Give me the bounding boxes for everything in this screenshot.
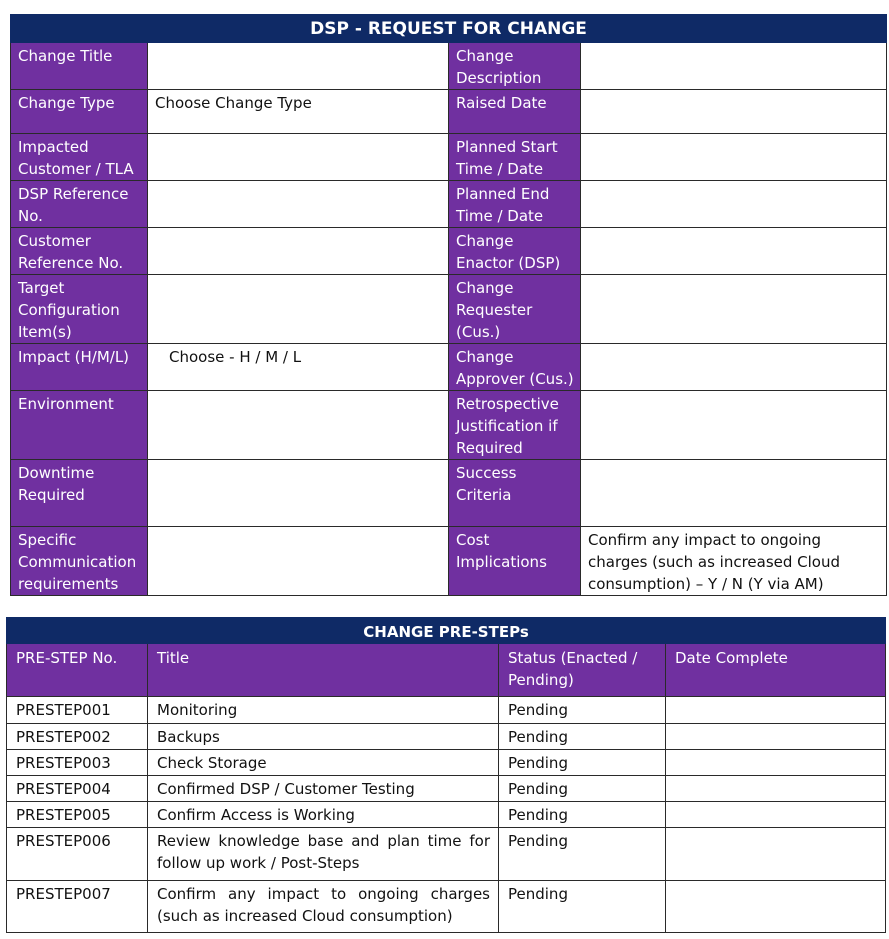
impact-field[interactable]: Choose - H / M / L: [148, 344, 449, 391]
prestep-number: PRESTEP007: [7, 881, 148, 933]
prestep-status[interactable]: Pending: [499, 697, 666, 724]
table-row: [7, 697, 886, 724]
raised-date-field[interactable]: [581, 90, 887, 134]
prestep-status[interactable]: Pending: [499, 724, 666, 750]
pre-steps-title: CHANGE PRE-STEPs: [7, 618, 886, 644]
prestep-date[interactable]: [666, 776, 886, 802]
prestep-date[interactable]: [666, 828, 886, 881]
prestep-date[interactable]: [666, 881, 886, 933]
prestep-status[interactable]: Pending: [499, 881, 666, 933]
prestep-status[interactable]: Pending: [499, 776, 666, 802]
change-title-field[interactable]: [148, 43, 449, 90]
prestep-title-header: Title: [148, 644, 499, 697]
change-requester-field[interactable]: [581, 275, 887, 344]
change-type-field[interactable]: Choose Change Type: [148, 90, 449, 134]
dsp-reference-label: DSP Reference No.: [11, 181, 148, 228]
change-type-label: Change Type: [11, 90, 148, 134]
success-criteria-label: Success Criteria: [449, 460, 581, 527]
change-description-field[interactable]: [581, 43, 887, 90]
change-title-label: Change Title: [11, 43, 148, 90]
table-row: [7, 828, 886, 881]
cost-implications-label: Cost Implications: [449, 527, 581, 596]
prestep-title[interactable]: Monitoring: [148, 697, 499, 724]
table-row: [7, 881, 886, 933]
communication-field[interactable]: [148, 527, 449, 596]
prestep-date[interactable]: [666, 802, 886, 828]
cost-implications-field[interactable]: Confirm any impact to ongoing charges (such as increased Cloud consumption) – Y / N (Y via AM): [581, 527, 887, 596]
prestep-title[interactable]: Review knowledge base and plan time for follow up work / Post-Steps: [148, 828, 499, 881]
retrospective-justification-field[interactable]: [581, 391, 887, 460]
prestep-title[interactable]: Backups: [148, 724, 499, 750]
environment-label: Environment: [11, 391, 148, 460]
prestep-title[interactable]: Confirm Access is Working: [148, 802, 499, 828]
prestep-status[interactable]: Pending: [499, 802, 666, 828]
prestep-date[interactable]: [666, 750, 886, 776]
raised-date-label: Raised Date: [449, 90, 581, 134]
planned-start-field[interactable]: [581, 134, 887, 181]
change-enactor-label: Change Enactor (DSP): [449, 228, 581, 275]
prestep-title[interactable]: Confirm any impact to ongoing charges (such as increased Cloud consumption): [148, 881, 499, 933]
change-requester-label: Change Requester (Cus.): [449, 275, 581, 344]
prestep-no-header: PRE-STEP No.: [7, 644, 148, 697]
customer-reference-label: Customer Reference No.: [11, 228, 148, 275]
environment-field[interactable]: [148, 391, 449, 460]
success-criteria-field[interactable]: [581, 460, 887, 527]
target-configuration-label: Target Configuration Item(s): [11, 275, 148, 344]
prestep-title[interactable]: Check Storage: [148, 750, 499, 776]
customer-reference-field[interactable]: [148, 228, 449, 275]
prestep-number: PRESTEP002: [7, 724, 148, 750]
table-row: [7, 724, 886, 750]
prestep-date[interactable]: [666, 697, 886, 724]
table-row: [7, 750, 886, 776]
planned-end-label: Planned End Time / Date: [449, 181, 581, 228]
prestep-number: PRESTEP001: [7, 697, 148, 724]
impacted-customer-label: Impacted Customer / TLA: [11, 134, 148, 181]
table-row: [7, 776, 886, 802]
prestep-status-header: Status (Enacted / Pending): [499, 644, 666, 697]
downtime-label: Downtime Required: [11, 460, 148, 527]
prestep-number: PRESTEP003: [7, 750, 148, 776]
impacted-customer-field[interactable]: [148, 134, 449, 181]
request-for-change-table: [10, 14, 887, 596]
impact-label: Impact (H/M/L): [11, 344, 148, 391]
prestep-status[interactable]: Pending: [499, 828, 666, 881]
planned-start-label: Planned Start Time / Date: [449, 134, 581, 181]
prestep-number: PRESTEP005: [7, 802, 148, 828]
retrospective-justification-label: Retrospective Justification if Required: [449, 391, 581, 460]
prestep-number: PRESTEP004: [7, 776, 148, 802]
pre-steps-table: [6, 617, 886, 933]
change-enactor-field[interactable]: [581, 228, 887, 275]
table-row: [7, 802, 886, 828]
change-description-label: Change Description: [449, 43, 581, 90]
dsp-reference-field[interactable]: [148, 181, 449, 228]
prestep-title[interactable]: Confirmed DSP / Customer Testing: [148, 776, 499, 802]
communication-label: Specific Communication requirements: [11, 527, 148, 596]
planned-end-field[interactable]: [581, 181, 887, 228]
target-configuration-field[interactable]: [148, 275, 449, 344]
prestep-status[interactable]: Pending: [499, 750, 666, 776]
change-approver-label: Change Approver (Cus.): [449, 344, 581, 391]
prestep-date-header: Date Complete: [666, 644, 886, 697]
downtime-field[interactable]: [148, 460, 449, 527]
change-approver-field[interactable]: [581, 344, 887, 391]
prestep-date[interactable]: [666, 724, 886, 750]
request-title: DSP - REQUEST FOR CHANGE: [11, 15, 887, 43]
prestep-number: PRESTEP006: [7, 828, 148, 881]
